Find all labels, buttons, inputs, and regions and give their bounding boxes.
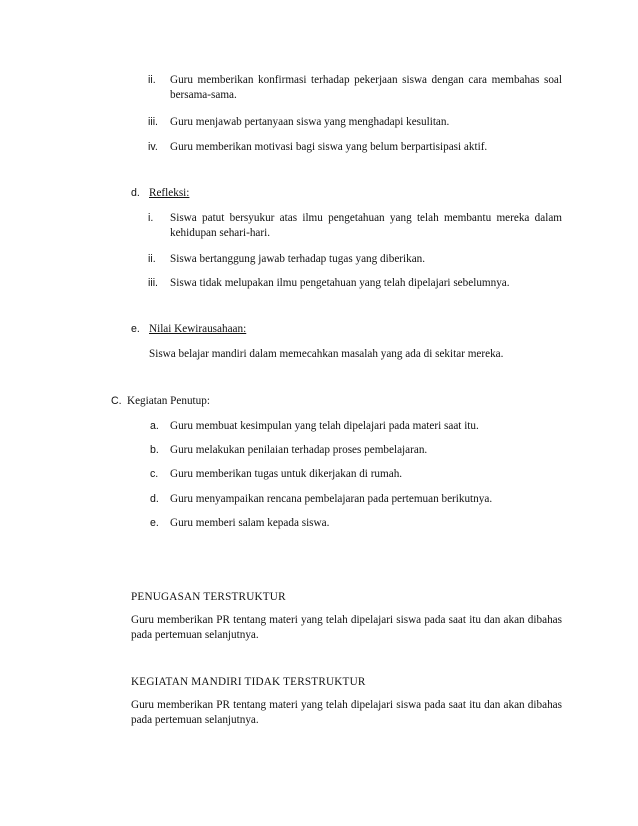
list-item-text: Siswa tidak melupakan ilmu pengetahuan yang telah dipelajari sebelumnya. [170,277,510,289]
list-item-text: Guru memberi salam kepada siswa. [170,517,330,529]
section-title-kewirausahaan: Nilai Kewirausahaan: [149,323,247,335]
list-item-text: Guru menjawab pertanyaan siswa yang menghadapi kesulitan. [170,116,450,128]
list-marker: iii. [148,116,159,128]
heading-mandiri: KEGIATAN MANDIRI TIDAK TERSTRUKTUR [131,676,366,688]
section-title-penutup: Kegiatan Penutup: [127,395,210,407]
list-item-text: Guru memberikan konfirmasi terhadap pekerjaan siswa dengan cara membahas soal bersama-sama. [170,74,562,101]
list-marker: ii. [148,253,156,265]
list-marker: iii. [148,277,159,289]
list-marker: iv. [148,141,158,153]
section-title-refleksi: Refleksi: [149,187,190,199]
section-marker: C. [111,395,122,407]
list-item-text: Guru melakukan penilaian terhadap proses pembelajaran. [170,444,428,456]
list-item-text: Guru membuat kesimpulan yang telah dipelajari pada materi saat itu. [170,420,479,432]
penugasan-text: Guru memberikan PR tentang materi yang telah dipelajari siswa pada saat itu dan akan dibahas pada pertemuan selanjutnya. [131,614,562,641]
list-item-text: Siswa bertanggung jawab terhadap tugas yang diberikan. [170,253,426,265]
list-marker: c. [150,468,159,480]
section-marker: e. [131,323,140,335]
list-item-text: Guru memberikan tugas untuk dikerjakan di rumah. [170,468,403,480]
mandiri-text: Guru memberikan PR tentang materi yang telah dipelajari siswa pada saat itu dan akan dibahas pada pertemuan selanjutnya. [131,699,562,726]
list-marker: d. [150,493,159,505]
list-item-text: Guru memberikan motivasi bagi siswa yang belum berpartisipasi aktif. [170,141,488,153]
kewirausahaan-text: Siswa belajar mandiri dalam memecahkan masalah yang ada di sekitar mereka. [149,348,504,360]
list-marker: e. [150,517,159,529]
section-marker: d. [131,187,140,199]
list-marker: ii. [148,74,156,86]
list-marker: b. [150,444,159,456]
list-item-text: Guru menyampaikan rencana pembelajaran pada pertemuan berikutnya. [170,493,493,505]
list-item-text: Siswa patut bersyukur atas ilmu pengetahuan yang telah membantu mereka dalam kehidupan sehari-hari. [170,212,562,239]
list-marker: i. [148,212,154,224]
list-marker: a. [150,420,159,432]
heading-penugasan: PENUGASAN TERSTRUKTUR [131,591,286,603]
